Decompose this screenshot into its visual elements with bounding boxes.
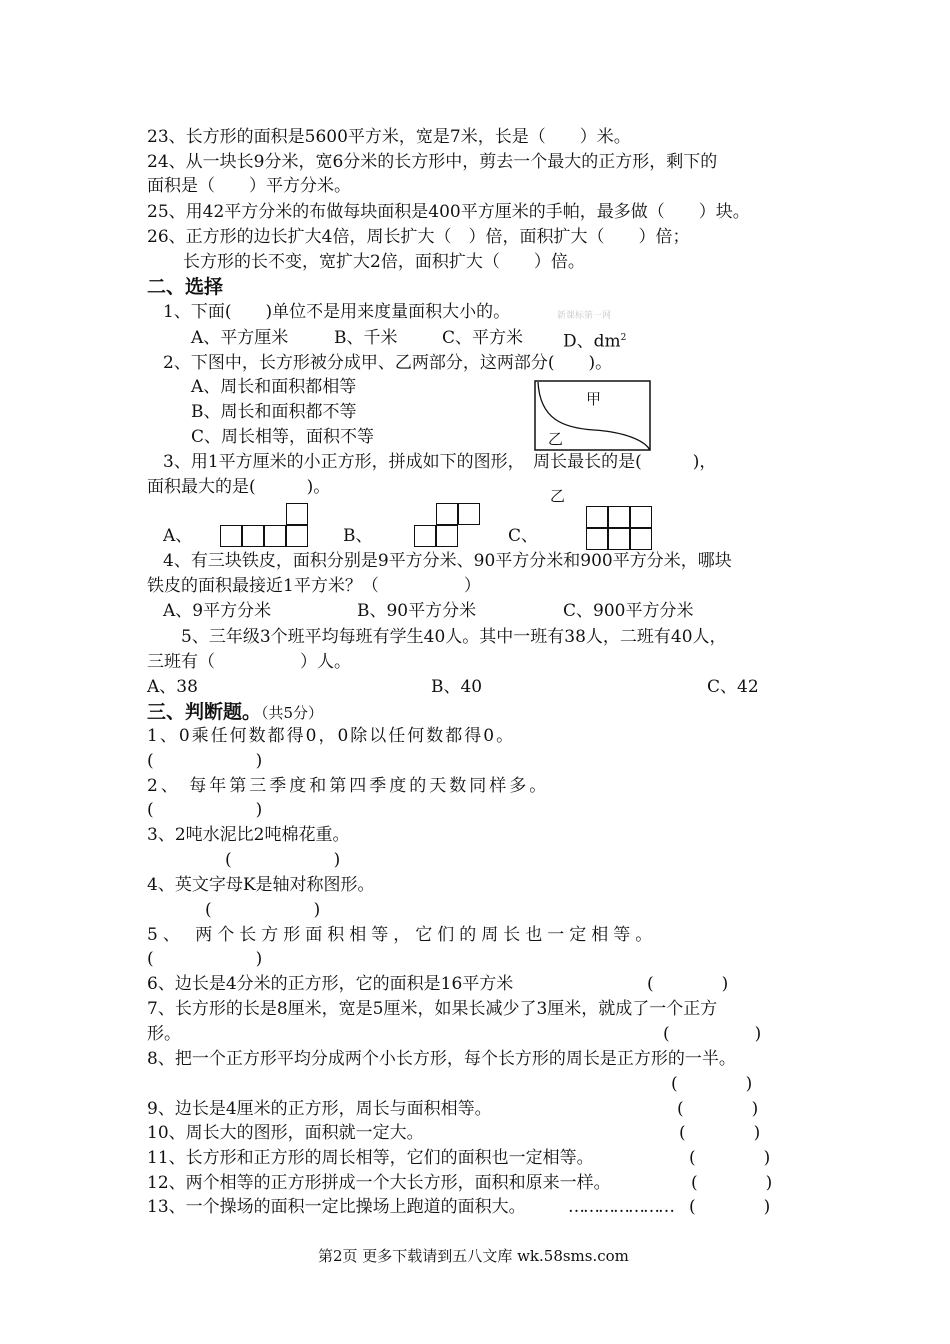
judge-7-line2: 形。: [147, 1024, 181, 1044]
judge-12: 12、两个相等的正方形拼成一个大长方形，面积和原来一样。: [147, 1173, 611, 1193]
shape-label-a: A、: [163, 526, 193, 546]
judge-8-answer: ( ): [671, 1074, 753, 1094]
judge-6-answer: ( ): [647, 974, 729, 994]
choice-q5-line1: 5、三年级3个班平均每班有学生40人。其中一班有38人，二班有40人，: [181, 627, 727, 647]
section3-title: 三、判断题。（共5分）: [147, 701, 324, 723]
fill-in-25: 25、用42平方分米的布做每块面积是400平方厘米的手帕，最多做（ ）块。: [147, 202, 750, 222]
choice-q1-option-a: A、平方厘米: [191, 328, 289, 348]
shape-label-b: B、: [343, 526, 373, 546]
judge-3-answer: ( ): [225, 850, 341, 870]
shape-c: [586, 506, 658, 552]
choice-q5-option-a: A、38: [147, 677, 198, 697]
judge-5-answer: ( ): [147, 949, 263, 969]
choice-q1-option-b: B、千米: [334, 328, 398, 348]
judge-1: 1、0乘任何数都得0，0除以任何数都得0。: [147, 726, 516, 746]
judge-4: 4、英文字母K是轴对称图形。: [147, 875, 375, 895]
choice-q4-option-b: B、90平方分米: [357, 601, 477, 621]
judge-1-answer: ( ): [147, 751, 263, 771]
judge-5: 5、 两个长方形面积相等，它们的周长也一定相等。: [147, 925, 658, 945]
choice-q3-line2: 面积最大的是( )。: [147, 477, 331, 497]
judge-4-answer: ( ): [205, 900, 321, 920]
choice-q2-option-c: C、周长相等，面积不等: [191, 427, 375, 447]
page-footer: 第2页 更多下载请到五八文库 wk.58sms.com: [318, 1247, 629, 1265]
judge-2: 2、 每年第三季度和第四季度的天数同样多。: [147, 776, 550, 796]
fill-in-24-line2: 面积是（ ）平方分米。: [147, 176, 351, 196]
judge-7-answer: ( ): [663, 1024, 762, 1044]
figure-label-yi-below: 乙: [550, 487, 566, 505]
fill-in-23: 23、长方形的面积是5600平方米，宽是7米，长是（ ）米。: [147, 127, 631, 147]
judge-12-answer: ( ): [691, 1173, 773, 1193]
watermark: 新课标第一网: [557, 311, 612, 321]
judge-2-answer: ( ): [147, 800, 263, 820]
choice-q1: 1、下面( )单位不是用来度量面积大小的。: [163, 302, 511, 322]
figure-label-jia: 甲: [586, 390, 602, 408]
shape-label-c: C、: [508, 526, 539, 546]
judge-13-dots: …………………: [568, 1197, 673, 1217]
judge-10: 10、周长大的图形，面积就一定大。: [147, 1123, 424, 1143]
judge-9-answer: ( ): [677, 1099, 759, 1119]
choice-q1-option-c: C、平方米: [442, 328, 524, 348]
judge-8: 8、把一个正方形平均分成两个小长方形，每个长方形的周长是正方形的一半。: [147, 1049, 736, 1069]
shape-a: [220, 502, 312, 548]
judge-9: 9、边长是4厘米的正方形，周长与面积相等。: [147, 1099, 492, 1119]
judge-7-line1: 7、长方形的长是8厘米，宽是5厘米，如果长减少了3厘米，就成了一个正方: [147, 999, 718, 1019]
judge-10-answer: ( ): [679, 1123, 761, 1143]
judge-3: 3、2吨水泥比2吨棉花重。: [147, 825, 350, 845]
choice-q3-line1: 3、用1平方厘米的小正方形，拼成如下的图形， 周长最长的是( )，: [163, 452, 717, 472]
judge-11: 11、长方形和正方形的周长相等，它们的面积也一定相等。: [147, 1148, 594, 1168]
choice-q4-line1: 4、有三块铁皮，面积分别是9平方分米、90平方分米和900平方分米，哪块: [163, 551, 732, 571]
choice-q2: 2、下图中，长方形被分成甲、乙两部分，这两部分( )。: [163, 353, 613, 373]
choice-q5-option-b: B、40: [431, 677, 483, 697]
choice-q2-option-a: A、周长和面积都相等: [191, 377, 357, 397]
judge-13-answer: ( ): [689, 1197, 771, 1217]
section2-title: 二、选择: [147, 276, 224, 298]
fill-in-26-line2: 长方形的长不变，宽扩大2倍，面积扩大（ ）倍。: [183, 252, 585, 272]
choice-q2-option-b: B、周长和面积都不等: [191, 402, 357, 422]
choice-q5-line2: 三班有（ ）人。: [147, 652, 351, 672]
superscript-2: 2: [620, 333, 627, 343]
judge-13: 13、一个操场的面积一定比操场上跑道的面积大。: [147, 1197, 526, 1217]
choice-q4-line2: 铁皮的面积最接近1平方米？（ ）: [147, 576, 481, 596]
judge-6: 6、边长是4分米的正方形，它的面积是16平方米: [147, 974, 514, 994]
choice-q5-option-c: C、42: [707, 677, 759, 697]
shape-b: [414, 502, 486, 548]
judge-11-answer: ( ): [689, 1148, 771, 1168]
fill-in-24-line1: 24、从一块长9分米，宽6分米的长方形中，剪去一个最大的正方形，剩下的: [147, 152, 718, 172]
choice-q1-option-d: D、$dm^2$: [563, 331, 627, 352]
choice-q4-option-a: A、9平方分米: [163, 601, 272, 621]
section3-subtitle: （共5分）: [261, 704, 324, 722]
choice-q4-option-c: C、900平方分米: [563, 601, 694, 621]
fill-in-26-line1: 26、正方形的边长扩大4倍，周长扩大（ ）倍，面积扩大（ ）倍；: [147, 227, 690, 247]
figure-label-yi: 乙: [548, 430, 564, 448]
